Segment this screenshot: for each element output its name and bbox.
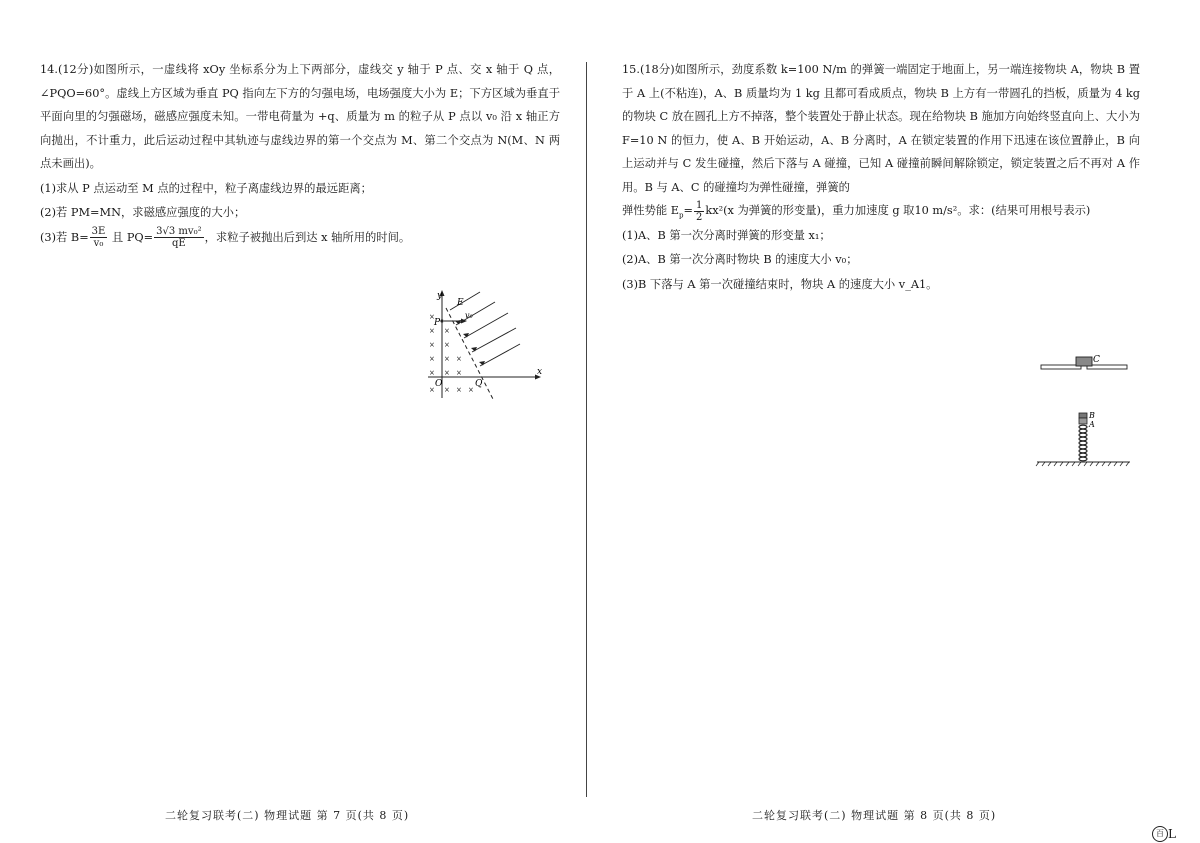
q14-frac-b-den: v₀ (93, 238, 104, 249)
plate-left (1041, 365, 1081, 369)
q14-frac-b-num: 3E (91, 226, 106, 237)
q15-energy-eq: = (683, 204, 693, 217)
svg-text:×: × (456, 355, 462, 363)
q15-energy-suffix: kx²(x 为弹簧的形变量)，重力加速度 g 取10 m/s²。求：(结果可用根号表示) (705, 204, 1091, 217)
q14-sub-3 (40, 226, 560, 250)
q15-figure (1035, 350, 1160, 468)
label-b: B (1089, 411, 1095, 420)
q14-intro: 14.(12分)如图所示，一虚线将 xOy 坐标系分为上下两部分，虚线交 y 轴于 P 点、交 x 轴于 Q 点，∠PQO=60°。虚线上方区域为垂直 PQ 指向左下方的匀强电场，电场强度大小为 E；下方区域为垂直于平面向里的匀强磁场，磁感应强度未知。一带电荷量为 +q、质量为 m 的粒子从 P 点以 v₀ 沿 x 轴正方向抛出，不计重力，此后运动过程中其轨迹与虚线边界的第一个交点为 M、第二个交点为 N(M、N 两点未画出)。 (40, 63, 560, 170)
q14-frac-pq (154, 226, 203, 249)
q14-sub-3-suffix: ，求粒子被抛出后到达 x 轴所用的时间。 (204, 230, 411, 244)
q14-sub-2: (2)若 PM=MN，求磁感应强度的大小； (40, 206, 246, 219)
plate-right (1087, 365, 1127, 369)
q14-frac-b (90, 226, 108, 249)
label-c: C (1093, 355, 1100, 365)
point-p-dot (440, 319, 443, 322)
label-e: E (457, 298, 464, 308)
svg-text:×: × (429, 369, 435, 377)
spring (1079, 425, 1087, 461)
svg-text:×: × (456, 369, 462, 377)
q15-half-frac (694, 200, 704, 223)
label-y: y (437, 291, 443, 301)
svg-text:×: × (444, 386, 450, 394)
footer-page-8: 二轮复习联考(二) 物理试题 第 8 页(共 8 页) (752, 809, 997, 822)
q15-intro: 15.(18分)如图所示，劲度系数 k=100 N/m 的弹簧一端固定于地面上，另一端连接物块 A，物块 B 置于 A 上(不粘连)，A、B 质量均为 1 kg 且都可看成质点，物块 B 上方有一带圆孔的挡板，质量为 4 kg 的物块 C 放在圆孔上方不掉落，整个装置处于静止状态。现在给物块 B 施加方向始终竖直向上、大小为 F=10 N 的恒力，使 A、B 开始运动，A、B 分离时，A 在锁定装置的作用下迅速在该位置静止，B 向上运动并与 C 发生碰撞，然后下落与 A 碰撞，已知 A 碰撞前瞬间解除锁定，锁定装置之后不再对 A 作用。B 与 A、C 的碰撞均为弹性碰撞，弹簧的 (622, 63, 1140, 194)
svg-text:×: × (444, 327, 450, 335)
svg-text:×: × (444, 369, 450, 377)
svg-text:×: × (429, 313, 435, 321)
q14-frac-pq-den: qE (172, 238, 186, 249)
label-q: Q (475, 379, 483, 389)
label-p: P (434, 318, 441, 328)
q14-sub-3-prefix: (3)若 B= (40, 230, 89, 244)
q14-sub-3-mid: 且 PQ= (108, 230, 154, 244)
q14-frac-pq-num: 3√3 mv₀² (156, 226, 202, 237)
label-a: A (1089, 420, 1095, 429)
q15-half-num: 1 (695, 199, 703, 211)
q15-sub-1: (1)A、B 第一次分离时弹簧的形变量 x₁； (622, 228, 831, 242)
q15-energy-prefix: 弹性势能 E (622, 204, 680, 217)
label-v0: v₀ (465, 311, 473, 320)
label-x: x (537, 367, 543, 377)
svg-text:×: × (444, 355, 450, 363)
question-14 (40, 58, 560, 249)
block-a (1079, 418, 1087, 424)
block-b (1079, 413, 1087, 418)
svg-text:×: × (456, 386, 462, 394)
q15-half-den: 2 (695, 211, 703, 223)
svg-text:×: × (429, 355, 435, 363)
q15-energy-sub: p (679, 211, 684, 220)
corner-mark (1152, 826, 1176, 842)
q15-energy-line (622, 199, 1140, 223)
q14-figure (420, 288, 545, 403)
svg-text:×: × (429, 386, 435, 394)
ground-hatching (1036, 462, 1129, 466)
footer-page-7: 二轮复习联考(二) 物理试题 第 7 页(共 8 页) (165, 809, 410, 822)
svg-text:×: × (429, 327, 435, 335)
q15-sub-3: (3)B 下落与 A 第一次碰撞结束时，物块 A 的速度大小 v_A1。 (622, 277, 938, 291)
page-divider (586, 62, 587, 797)
corner-letter: L (1168, 826, 1176, 841)
svg-text:×: × (429, 341, 435, 349)
svg-text:×: × (444, 341, 450, 349)
svg-text:×: × (468, 386, 474, 394)
label-o: O (435, 379, 443, 389)
block-c (1076, 357, 1092, 366)
q15-sub-2: (2)A、B 第一次分离时物块 B 的速度大小 v₀； (622, 253, 858, 266)
corner-circle-icon: 百 (1152, 826, 1168, 842)
question-15 (622, 58, 1140, 296)
q14-sub-1: (1)求从 P 点运动至 M 点的过程中，粒子离虚线边界的最远距离； (40, 181, 372, 195)
